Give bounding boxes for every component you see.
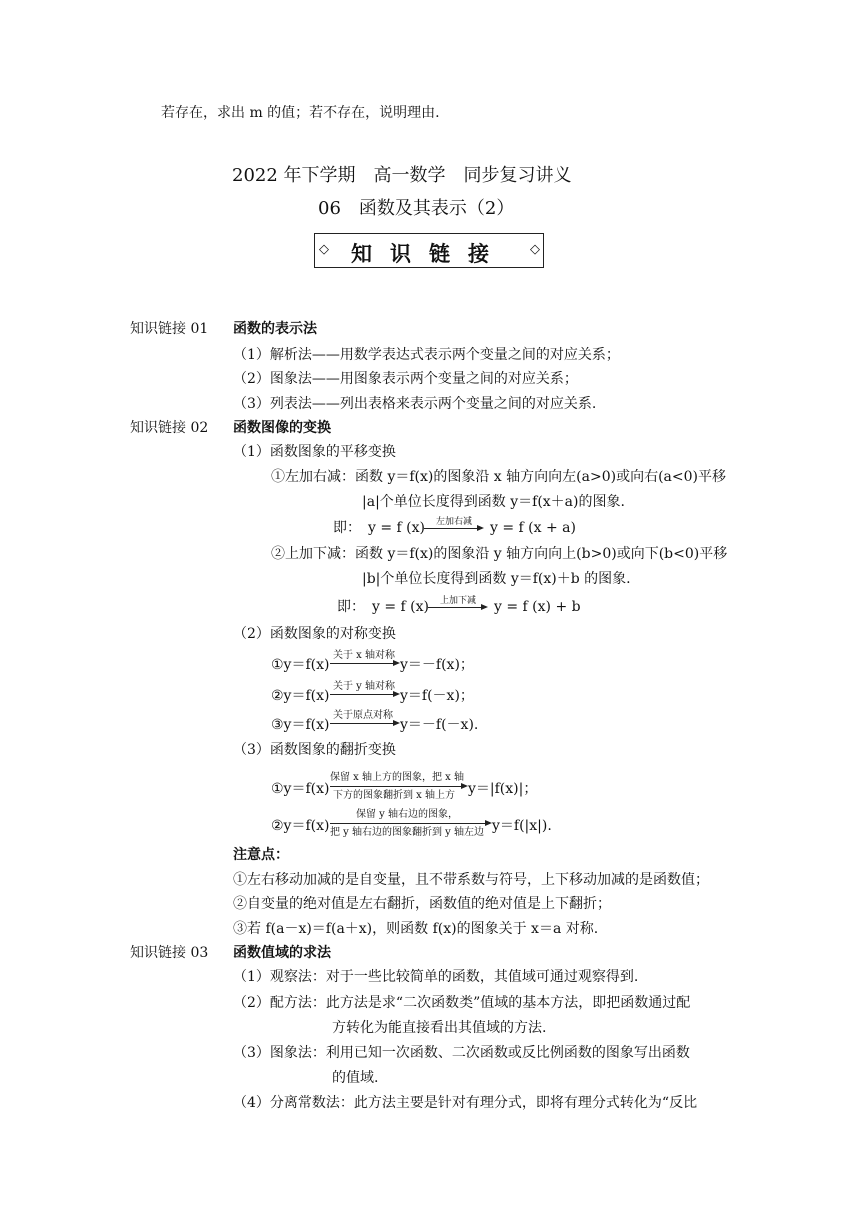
list-item: （2）配方法：此方法是求“二次函数类”值域的基本方法，即把函数通过配 — [233, 995, 691, 1011]
formula-lhs: y = f (x) — [368, 520, 425, 536]
section-heading: 函数值域的求法 — [233, 945, 331, 961]
formula-rhs: y＝－f(－x). — [400, 717, 479, 733]
list-item: （1）解析法——用数学表达式表示两个变量之间的对应关系； — [233, 347, 620, 363]
list-item: （1）观察法：对于一些比较简单的函数，其值域可通过观察得到. — [233, 969, 639, 985]
section-heading: 函数的表示法 — [233, 321, 317, 337]
banner-label: 知识链接 — [351, 242, 507, 266]
right-arrow-icon — [330, 723, 398, 724]
notes-title: 注意点： — [233, 847, 289, 863]
list-item: （2）图象法——用图象表示两个变量之间的对应关系； — [233, 371, 578, 387]
paragraph: |a|个单位长度得到函数 y＝f(x＋a)的图象. — [362, 494, 625, 510]
page-subtitle: 06 函数及其表示（2） — [318, 198, 515, 219]
formula-lhs: ①y＝f(x) — [271, 781, 330, 797]
knowledge-banner — [314, 233, 544, 268]
subheading: （1）函数图象的平移变换 — [233, 444, 396, 460]
list-item: （3）列表法——列出表格来表示两个变量之间的对应关系. — [233, 396, 597, 412]
formula-rhs: y＝f(|x|). — [492, 818, 552, 834]
formula-lhs: y = f (x) — [372, 599, 429, 615]
arrow-label: 关于 y 轴对称 — [333, 681, 396, 692]
paragraph: ①左加右减：函数 y＝f(x)的图象沿 x 轴方向向左(a>0)或向右(a<0)平移 — [271, 469, 726, 485]
paragraph: |b|个单位长度得到函数 y＝f(x)＋b 的图象. — [362, 571, 631, 587]
note-item: ③若 f(a－x)＝f(a＋x)，则函数 f(x)的图象关于 x＝a 对称. — [233, 921, 599, 937]
formula-rhs: y = f (x) + b — [494, 599, 581, 615]
note-item: ①左右移动加减的是自变量，且不带系数与符号，上下移动加减的是函数值； — [233, 872, 709, 888]
section-label: 知识链接 03 — [130, 945, 209, 961]
arrow-label: 关于 x 轴对称 — [333, 650, 395, 661]
right-arrow-icon — [424, 528, 482, 529]
formula-prefix: 即： — [337, 599, 365, 615]
list-item: （3）图象法：利用已知一次函数、二次函数或反比例函数的图象写出函数 — [233, 1045, 690, 1061]
arrow-label: 下方的图象翻折到 x 轴上方 — [333, 790, 455, 801]
formula-rhs: y = f (x + a) — [490, 520, 576, 536]
diamond-right-icon: ◇ — [530, 242, 540, 257]
list-item: 的值域. — [332, 1070, 379, 1086]
formula-lhs: ②y＝f(x) — [271, 818, 330, 834]
note-item: ②自变量的绝对值是左右翻折，函数值的绝对值是上下翻折； — [233, 896, 611, 912]
paragraph: ②上加下减：函数 y＝f(x)的图象沿 y 轴方向向上(b>0)或向下(b<0)平移 — [271, 546, 728, 562]
section-label: 知识链接 01 — [130, 321, 209, 337]
subheading: （3）函数图象的翻折变换 — [233, 742, 396, 758]
right-arrow-icon — [330, 694, 398, 695]
arrow-label: 左加右减 — [436, 517, 473, 527]
arrow-label: 把 y 轴右边的图象翻折到 y 轴左边 — [330, 827, 485, 838]
list-item: 方转化为能直接看出其值域的方法. — [332, 1020, 547, 1036]
formula-prefix: 即： — [333, 520, 361, 536]
arrow-label: 保留 y 轴右边的图象， — [356, 809, 459, 820]
formula-rhs: y＝－f(x)； — [400, 657, 474, 673]
section-label: 知识链接 02 — [130, 420, 209, 436]
formula-rhs: y＝f(－x)； — [400, 688, 474, 704]
right-arrow-icon — [330, 663, 398, 664]
arrow-label: 保留 x 轴上方的图象，把 x 轴 — [330, 772, 464, 783]
list-item: （4）分离常数法：此方法主要是针对有理分式，即将有理分式转化为“反比 — [233, 1095, 698, 1111]
page-title: 2022 年下学期 高一数学 同步复习讲义 — [232, 165, 572, 186]
diamond-left-icon: ◇ — [319, 242, 329, 257]
right-arrow-icon — [330, 823, 490, 824]
formula-lhs: ③y＝f(x) — [271, 717, 330, 733]
section-heading: 函数图像的变换 — [233, 420, 331, 436]
arrow-label: 上加下减 — [440, 596, 477, 606]
formula-rhs: y＝|f(x)|； — [468, 781, 538, 797]
right-arrow-icon — [330, 786, 466, 787]
formula-lhs: ①y＝f(x) — [271, 657, 330, 673]
formula-lhs: ②y＝f(x) — [271, 688, 330, 704]
arrow-label: 关于原点对称 — [333, 710, 393, 721]
right-arrow-icon — [428, 607, 486, 608]
top-line: 若存在，求出 m 的值；若不存在，说明理由. — [161, 105, 440, 121]
subheading: （2）函数图象的对称变换 — [233, 626, 396, 642]
